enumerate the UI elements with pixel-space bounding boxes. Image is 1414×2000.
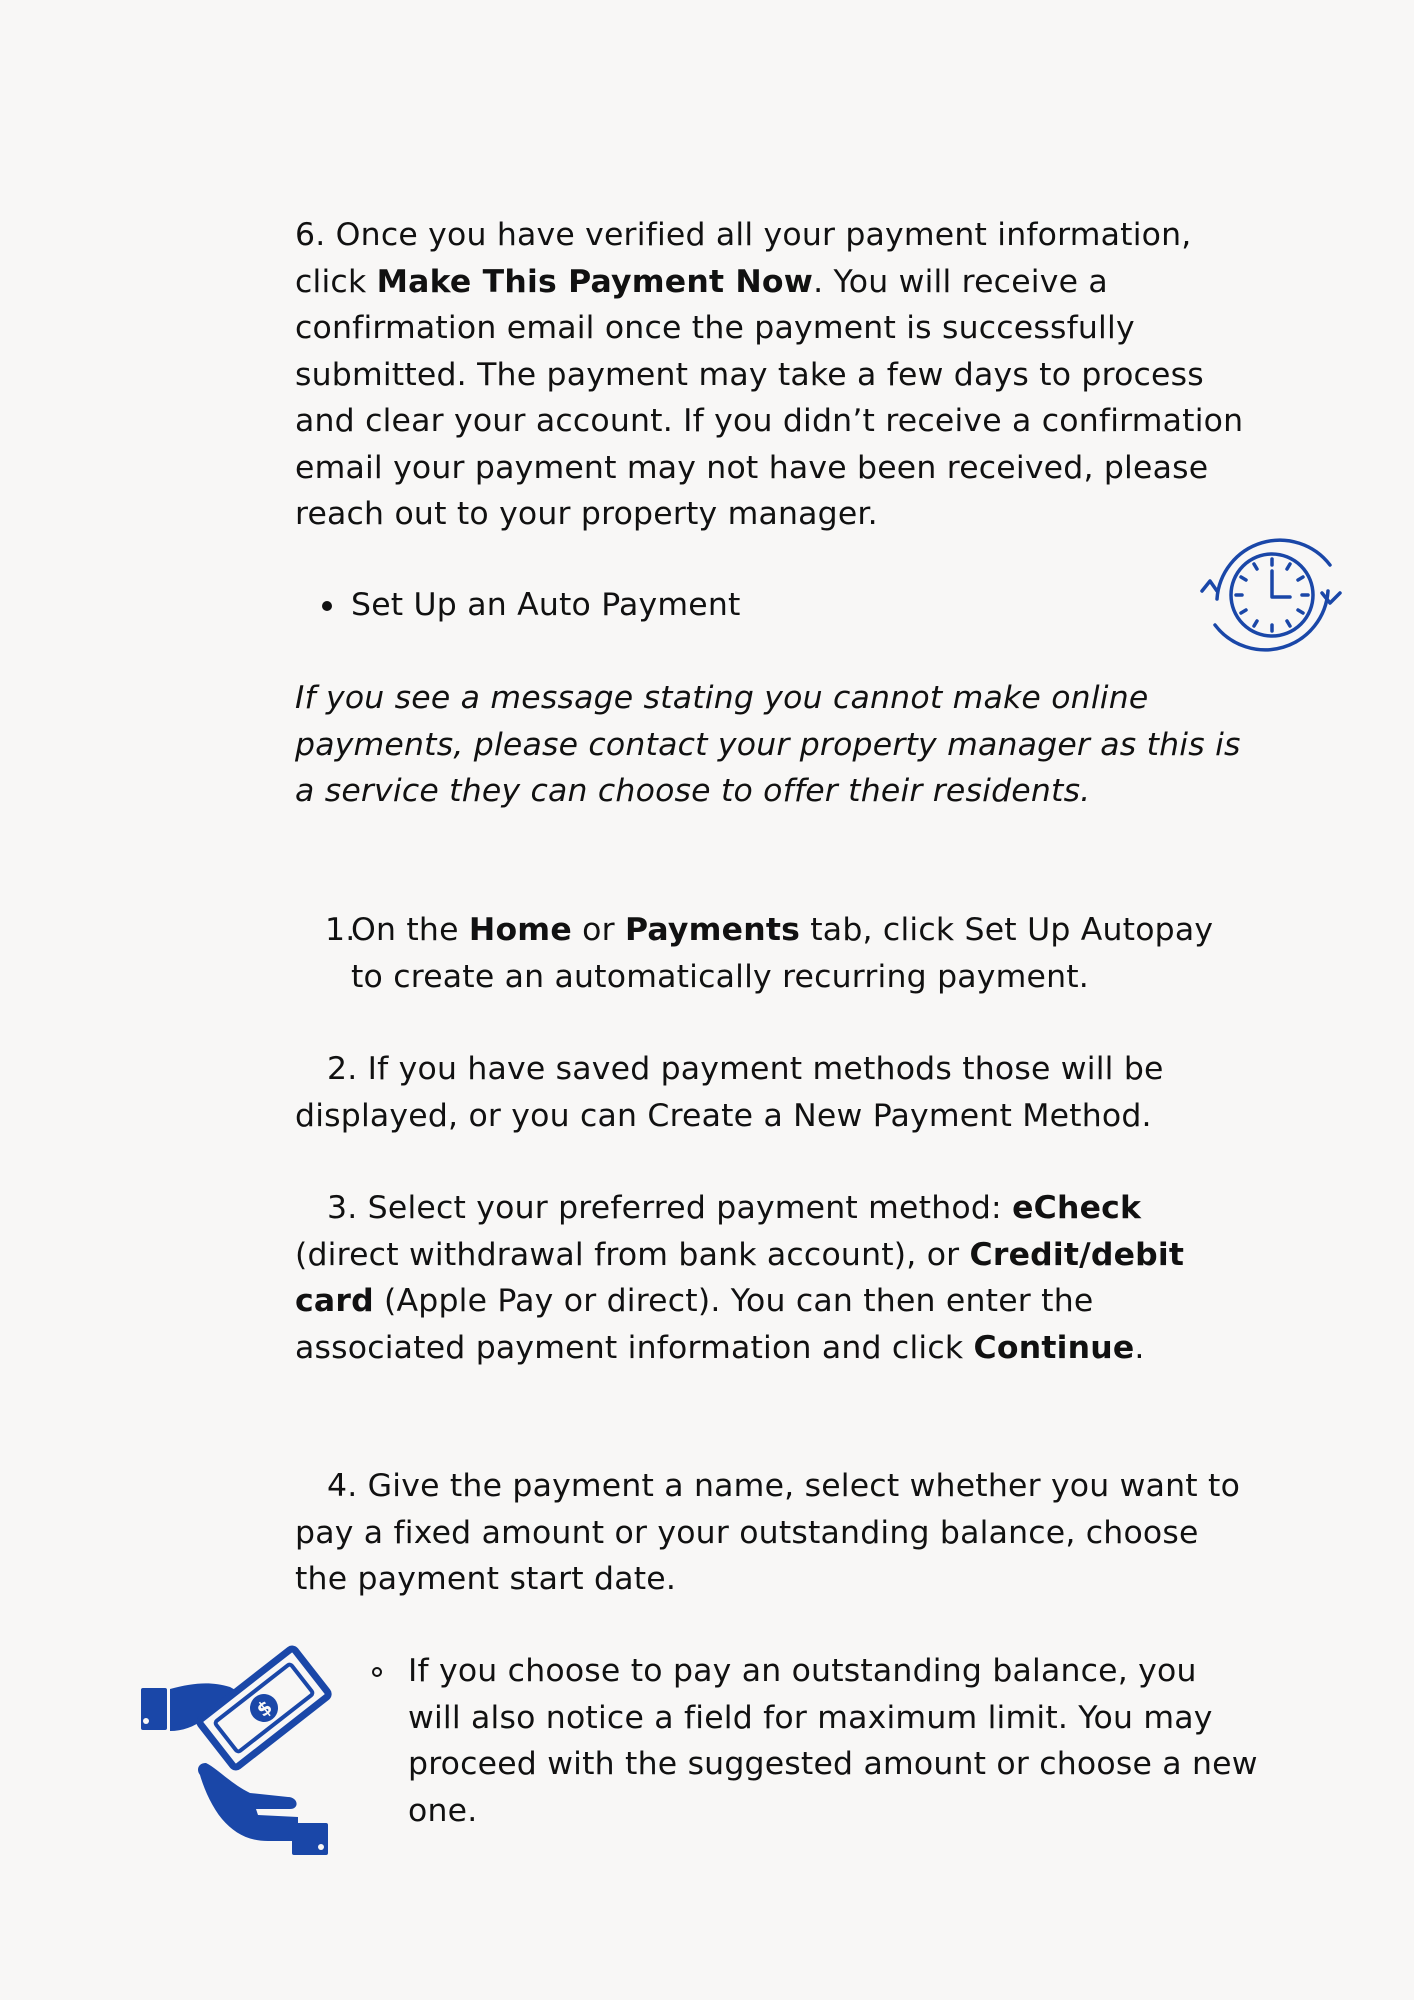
- step-4-text: 4. Give the payment a name, select whether you want to pay a fixed amount or your outstanding balance, choose the payment start date.: [295, 1468, 1241, 1597]
- autopay-step-4: [295, 1463, 1255, 1603]
- step-1-number: 1.: [325, 912, 356, 948]
- sub-bullet-ring: [372, 1667, 382, 1677]
- autopay-step-2: [295, 1046, 1255, 1139]
- step-6-paragraph: [295, 212, 1255, 538]
- autopay-heading-text: Set Up an Auto Payment: [351, 587, 741, 623]
- step-1-text: On the Home or Payments tab, click Set Up Autopay to create an automatically recurring payment.: [351, 912, 1214, 995]
- hand-money-payment-icon: [138, 1645, 343, 1860]
- notice-text: If you see a message stating you cannot make online payments, please contact your property manager as this is a service they can choose to offer their residents.: [295, 680, 1241, 809]
- step-2-text: 2. If you have saved payment methods those will be displayed, or you can Create a New Payment Method.: [295, 1051, 1164, 1134]
- bullet-dot: [322, 601, 332, 611]
- recurring-clock-icon: [1190, 525, 1355, 665]
- step-3-text: 3. Select your preferred payment method: eCheck (direct withdrawal from bank account), or Credit/debit card (Apple Pay or direct). You can then enter the associated payment information and click Continue.: [295, 1190, 1185, 1366]
- autopay-step-3: [295, 1185, 1255, 1371]
- sub-note-text: If you choose to pay an outstanding balance, you will also notice a field for maximum limit. You may proceed with the suggested amount or choose a new one.: [408, 1653, 1258, 1829]
- outstanding-balance-note: [408, 1648, 1258, 1834]
- online-payments-notice: [295, 675, 1255, 815]
- autopay-heading: [351, 582, 1151, 629]
- make-payment-now-emphasis: Make This Payment Now: [376, 263, 814, 300]
- step-6-text: 6. Once you have verified all your payment information, click Make This Payment Now. You will receive a confirmation email once the payment is successfully submitted. The payment may take a few days to process and clear your account. If you didn’t receive a confirmation email your payment may not have been received, please reach out to your property manager.: [295, 217, 1244, 532]
- svg-text:$: $: [252, 1696, 277, 1722]
- autopay-step-1: [295, 907, 1255, 1000]
